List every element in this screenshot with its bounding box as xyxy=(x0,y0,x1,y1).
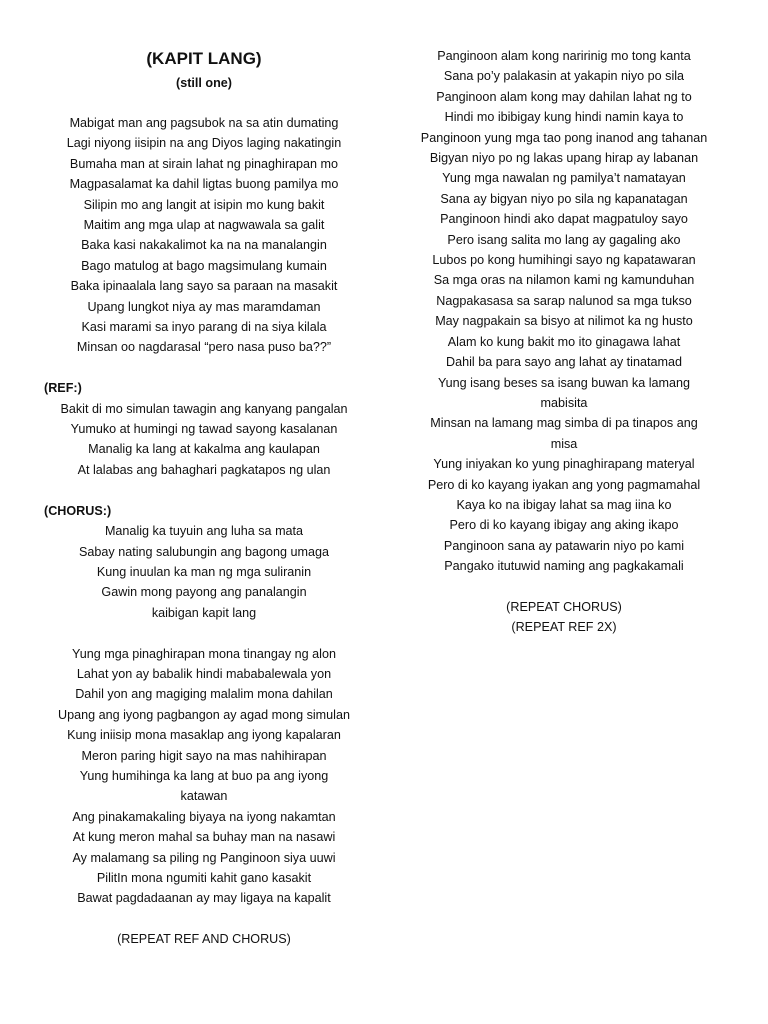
lyric-line: Ang pinakamakaling biyaya na iyong nakamtan xyxy=(72,809,336,824)
lyric-line: Dahil yon ang magiging malalim mona dahilan xyxy=(75,687,333,702)
ref-label: (REF:) xyxy=(44,381,82,396)
lyric-line: Ay malamang sa piling ng Panginoon siya uuwi xyxy=(72,850,336,865)
stanza-gap xyxy=(40,480,368,500)
lyric-line: Manalig ka lang at kakalma ang kaulapan xyxy=(88,442,320,457)
lyric-line: Bago matulog at bago magsimulang kumain xyxy=(81,258,327,273)
lyric-line: Kaya ko na ibigay lahat sa mag iina ko xyxy=(456,497,672,512)
lyric-line: Mabigat man ang pagsubok na sa atin dumating xyxy=(69,116,339,130)
lyric-line: Lubos po kong humihingi sayo ng kapatawaran xyxy=(432,253,696,268)
lyric-line: Nagpakasasa sa sarap nalunod sa mga tukso xyxy=(436,293,692,308)
lyric-line: Sana ay bigyan niyo po sila ng kapanatagan xyxy=(440,191,688,206)
lyric-line: Panginoon alam kong may dahilan lahat ng to xyxy=(436,89,692,104)
lyric-line: Kung iniisip mona masaklap ang iyong kapalaran xyxy=(67,728,341,743)
lyric-line: Baka ipinaalala lang sayo sa paraan na masakit xyxy=(70,279,338,294)
lyric-line: PilitIn mona ngumiti kahit gano kasakit xyxy=(96,870,312,885)
lyric-line: Meron paring higit sayo na mas nahihirapan xyxy=(81,748,327,763)
lyric-line: Yung humihinga ka lang at buo pa ang iyong xyxy=(79,768,329,783)
lyric-line: Minsan na lamang mag simba di pa tinapos ang xyxy=(430,416,698,431)
lyric-line: Baka kasi nakakalimot ka na na manalangin xyxy=(81,238,327,253)
left-column xyxy=(40,46,368,950)
lyric-line: Lagi niyong iisipin na ang Diyos laging nakatingin xyxy=(66,136,342,151)
lyric-line: Kung inuulan ka man ng mga suliranin xyxy=(96,564,312,579)
lyric-line: Yumuko at humingi ng tawad sayong kasalanan xyxy=(70,422,338,437)
repeat-instruction: (REPEAT REF 2X) xyxy=(511,620,617,635)
lyric-line: At lalabas ang bahaghari pagkatapos ng ulan xyxy=(77,462,331,477)
lyric-line: Panginoon yung mga tao pong inanod ang tahanan xyxy=(420,130,708,145)
lyric-line: katawan xyxy=(180,789,228,804)
song-subtitle: (still one) xyxy=(176,76,232,90)
lyric-line: Yung mga nawalan ng pamilya’t namatayan xyxy=(442,171,686,186)
right-column xyxy=(403,46,725,638)
verse-2 xyxy=(40,644,368,909)
stanza-gap xyxy=(40,623,368,643)
lyric-line: Manalig ka tuyuin ang luha sa mata xyxy=(104,524,304,539)
lyric-line: Kasi marami sa inyo parang di na siya kilala xyxy=(81,320,327,335)
lyric-line: Yung mga pinaghirapan mona tinangay ng alon xyxy=(72,646,336,661)
lyric-line: Pangako itutuwid naming ang pagkakamali xyxy=(444,559,684,574)
lyric-line: Upang ang iyong pagbangon ay agad mong simulan xyxy=(58,707,350,722)
lyric-line: Panginoon sana ay patawarin niyo po kami xyxy=(443,538,685,553)
stanza-gap xyxy=(40,358,368,378)
lyric-line: Gawin mong payong ang panalangin xyxy=(101,585,307,600)
lyric-line: May nagpakain sa bisyo at nilimot ka ng husto xyxy=(435,314,693,329)
lyric-line: Maitim ang mga ulap at nagwawala sa galit xyxy=(83,218,325,233)
verse-1 xyxy=(40,113,368,358)
lyric-line: Yung iniyakan ko yung pinaghirapang materyal xyxy=(433,457,695,472)
lyric-line: Bawat pagdadaanan ay may ligaya na kapalit xyxy=(77,891,331,906)
lyric-line: Sa mga oras na nilamon kami ng kamunduhan xyxy=(433,273,695,288)
lyric-line: Sana po’y palakasin at yakapin niyo po sila xyxy=(443,69,685,84)
lyric-line: Lahat yon ay babalik hindi mababalewala yon xyxy=(76,666,332,681)
lyric-line: At kung meron mahal sa buhay man na nasawi xyxy=(72,830,336,845)
lyric-line: Alam ko kung bakit mo ito ginagawa lahat xyxy=(447,334,681,349)
lyric-line: misa xyxy=(550,436,578,451)
lyric-line: Pero di ko kayang ibigay ang aking ikapo xyxy=(449,518,679,533)
lyric-line: mabisita xyxy=(540,395,588,410)
lyric-line: Pero isang salita mo lang ay gagaling ako xyxy=(447,232,681,247)
lyric-line: Panginoon alam kong naririnig mo tong kanta xyxy=(437,49,691,63)
lyric-line: Sabay nating salubungin ang bagong umaga xyxy=(79,544,329,559)
lyric-line: Upang lungkot niya ay mas maramdaman xyxy=(87,299,321,314)
lyric-line: Bumaha man at sirain lahat ng pinaghirapan mo xyxy=(69,156,339,171)
lyric-line: Magpasalamat ka dahil ligtas buong pamilya mo xyxy=(69,177,339,192)
lyric-line: Bigyan niyo po ng lakas upang hirap ay labanan xyxy=(429,151,699,166)
lyric-line: Dahil ba para sayo ang lahat ay tinatamad xyxy=(446,355,682,370)
lyric-line: Hindi mo ibibigay kung hindi namin kaya to xyxy=(444,110,684,125)
lyric-line: kaibigan kapit lang xyxy=(151,605,257,620)
lyric-line: Pero di ko kayang iyakan ang yong pagmamahal xyxy=(427,477,701,492)
chorus-label: (CHORUS:) xyxy=(44,503,112,518)
verse-3 xyxy=(403,46,725,577)
lyric-line: Panginoon hindi ako dapat magpatuloy sayo xyxy=(440,212,688,227)
repeat-instruction: (REPEAT CHORUS) xyxy=(506,599,622,614)
lyric-line: Bakit di mo simulan tawagin ang kanyang pangalan xyxy=(60,401,348,416)
repeat-instruction: (REPEAT REF AND CHORUS) xyxy=(117,932,291,947)
song-title: (KAPIT LANG) xyxy=(146,49,262,68)
stanza-gap xyxy=(40,909,368,929)
lyric-line: Yung isang beses sa isang buwan ka lamang xyxy=(437,375,691,390)
lyric-line: Silipin mo ang langit at isipin mo kung bakit xyxy=(83,197,325,212)
lyric-line: Minsan oo nagdarasal “pero nasa puso ba??” xyxy=(76,340,332,355)
stanza-gap xyxy=(403,577,725,597)
chorus-section xyxy=(40,521,368,623)
ref-section xyxy=(40,399,368,481)
